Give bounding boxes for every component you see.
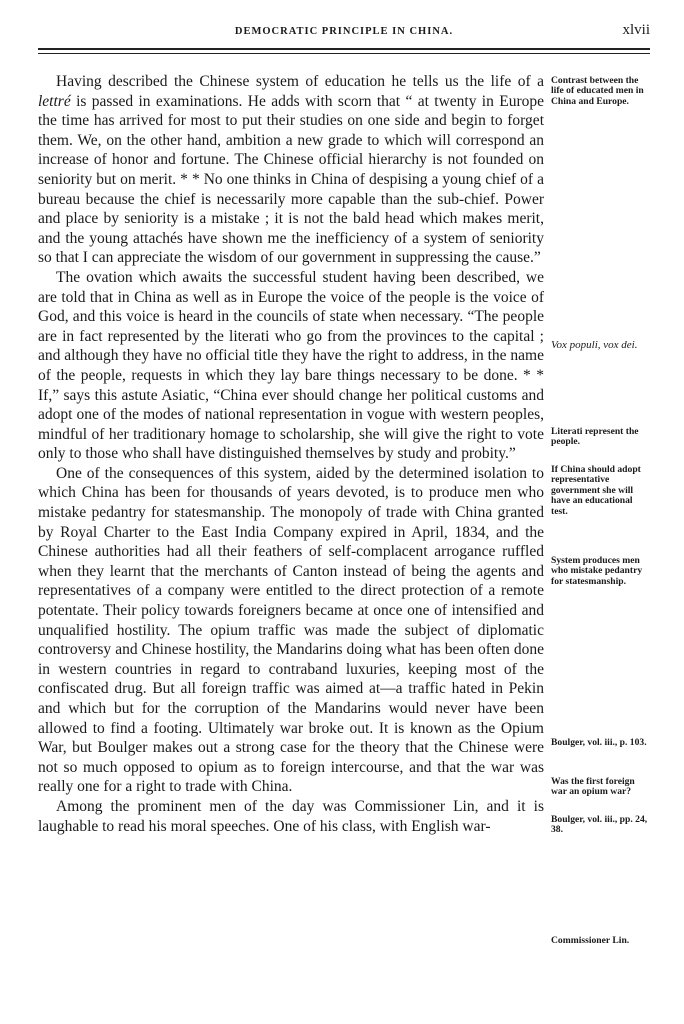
sidenote-boulger-24-38: Boulger, vol. iii., pp. 24, 38.: [551, 814, 648, 836]
sidenote-vox-populi: Vox populi, vox dei.: [551, 339, 638, 351]
paragraph-3: One of the consequences of this system, aided by the determined isolation to which China has been for thousands of years devoted, is to produce men who mistake pedantry for statesmanship. The monopoly of trade with China granted by Royal Charter to the East India Company expired in April, 1834, and the Chinese authorities had all their feathers of self-complacent arrogance ruffled when they learnt that the merchants of Canton instead of being the agents and representatives of a company were entitled to the direct protection of a remote potentate. Their policy towards foreigners became at once one of intensified and unqualified hostility. The opium traffic was made the subject of diplomatic controversy and Chinese hostility, the Mandarins doing what has been often done in western countries in regard to contraband luxuries, keeping most of the confiscated drug. But all foreign traffic was aimed at—a traffic hated in Pekin and which but for the corruption of the Mandarins would never have been allowed to find a footing. Ultimately war broke out. It is known as the Opium War, but Boulger makes out a strong case for the theory that the Chinese were not so much opposed to opium as to foreign intercourse, and that the war was really one for a right to trade with China.: [38, 464, 544, 796]
paragraph-4: Among the prominent men of the day was Commissioner Lin, and it is laughable to read his moral speeches. One of his class, with English war-: [38, 797, 544, 835]
sidenote-contrast: Contrast between the life of educated men in China and Europe.: [551, 75, 644, 107]
paragraph-1: [38, 72, 544, 268]
page-number: xlvii: [622, 22, 650, 38]
sidenote-literati: Literati represent the people.: [551, 426, 639, 448]
sidenote-opium-war: Was the first foreign war an opium war?: [551, 776, 635, 798]
paragraph-1-text-b: is passed in examinations. He adds with scorn that “ at twenty in Europe the time has arrived for most to put their studies on one side and begin to forget them. We, on the other hand, ambition a new grade to which will correspond an increase of honor and fortune. The Chinese official hierarchy is not founded on seniority but on merit. * * No one thinks in China of despising a young chief of a bureau because the chief is necessarily more capable than the sub-chief. Power and place by seniority is a mistake ; it is not the bald head which makes merit, and the young attachés have shown me the inefficiency of a system of seniority so that I can appreciate the wisdom of our government in suppressing the cause.”: [38, 92, 544, 267]
sidenote-educational-test: If China should adopt representative government she will have an educational test.: [551, 464, 641, 517]
paragraph-2: The ovation which awaits the successful student having been described, we are told that in China as well as in Europe the voice of the people is the voice of God, and this voice is heard in the councils of state when necessary. “The people are in fact represented by the literati who go from the provinces to the capital ; and although they have no official title they have the right to address, in the name of the people, requests in which they lay bare things necessary to be done. * * If,” says this astute Asiatic, “China ever should change her political customs and adopt one of the modes of national representation in vogue with western peoples, mindful of her traditionary homage to scholarship, she will give the right to vote only to those who shall have distinguished themselves by study and probity.”: [38, 268, 544, 463]
paragraph-1-text-a: Having described the Chinese system of education he tells us the life of a: [56, 73, 544, 90]
paragraph-1-italic-term: lettré: [38, 92, 71, 110]
sidenote-boulger-103: Boulger, vol. iii., p. 103.: [551, 737, 647, 748]
body-text: [38, 72, 544, 836]
running-head: [38, 22, 650, 42]
sidenote-commissioner-lin: Commissioner Lin.: [551, 935, 630, 946]
header-rule-thick: [38, 48, 650, 50]
running-title: DEMOCRATIC PRINCIPLE IN CHINA.: [234, 26, 454, 37]
sidenote-pedantry: System produces men who mistake pedantry for statesmanship.: [551, 555, 643, 587]
header-rule-thin: [38, 53, 650, 54]
